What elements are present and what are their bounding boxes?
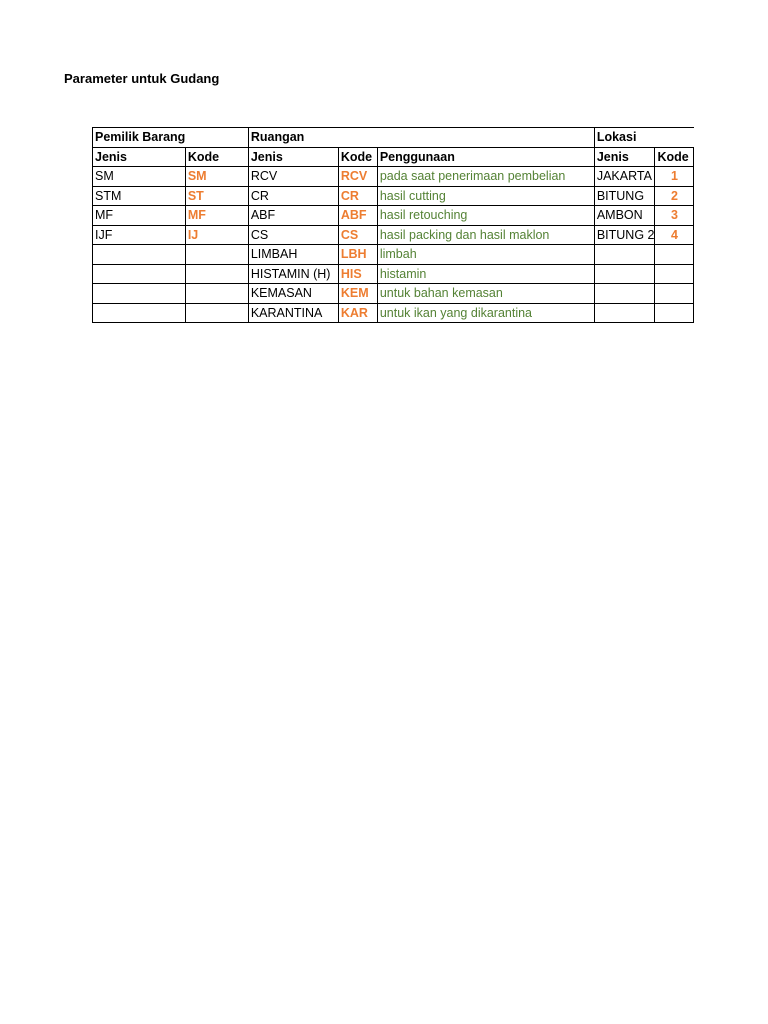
table-row (93, 264, 694, 284)
cell-lokasi-kode: 4 (655, 225, 694, 245)
cell-lokasi-jenis (594, 303, 655, 323)
cell-pemilik-kode: MF (185, 206, 248, 226)
cell-lokasi-kode: 1 (655, 167, 694, 187)
cell-lokasi-jenis: BITUNG (594, 186, 655, 206)
cell-lokasi-kode (655, 245, 694, 265)
cell-lokasi-jenis (594, 284, 655, 304)
header-penggunaan: Penggunaan (377, 147, 594, 167)
cell-pemilik-kode (185, 303, 248, 323)
cell-ruangan-kode: RCV (338, 167, 377, 187)
table-row (93, 303, 694, 323)
cell-ruangan-jenis: KEMASAN (248, 284, 338, 304)
cell-pemilik-jenis (93, 245, 186, 265)
cell-ruangan-kode: ABF (338, 206, 377, 226)
table-row (93, 225, 694, 245)
table-row (93, 186, 694, 206)
cell-penggunaan: hasil cutting (377, 186, 594, 206)
group-lokasi: Lokasi (594, 128, 655, 148)
group-ruangan-span (338, 128, 377, 148)
cell-pemilik-kode: IJ (185, 225, 248, 245)
cell-ruangan-jenis: CR (248, 186, 338, 206)
cell-lokasi-kode (655, 303, 694, 323)
cell-penggunaan: histamin (377, 264, 594, 284)
cell-pemilik-jenis (93, 264, 186, 284)
cell-ruangan-jenis: KARANTINA (248, 303, 338, 323)
cell-lokasi-jenis: AMBON (594, 206, 655, 226)
table-row (93, 245, 694, 265)
cell-ruangan-kode: CR (338, 186, 377, 206)
cell-pemilik-kode: SM (185, 167, 248, 187)
group-lokasi-span (655, 128, 694, 148)
cell-lokasi-jenis: JAKARTA (594, 167, 655, 187)
table-row (93, 206, 694, 226)
cell-penggunaan: hasil packing dan hasil maklon (377, 225, 594, 245)
cell-lokasi-jenis (594, 245, 655, 265)
cell-pemilik-kode (185, 284, 248, 304)
cell-lokasi-kode: 2 (655, 186, 694, 206)
column-header-row (93, 147, 694, 167)
cell-lokasi-kode (655, 284, 694, 304)
cell-ruangan-kode: HIS (338, 264, 377, 284)
cell-pemilik-jenis (93, 303, 186, 323)
cell-ruangan-kode: LBH (338, 245, 377, 265)
parameter-table (92, 127, 694, 323)
cell-penggunaan: untuk bahan kemasan (377, 284, 594, 304)
group-pemilik-barang-span (185, 128, 248, 148)
group-ruangan: Ruangan (248, 128, 338, 148)
cell-lokasi-kode: 3 (655, 206, 694, 226)
cell-ruangan-kode: KAR (338, 303, 377, 323)
group-header-row (93, 128, 694, 148)
cell-pemilik-jenis: SM (93, 167, 186, 187)
cell-penggunaan: limbah (377, 245, 594, 265)
cell-ruangan-jenis: RCV (248, 167, 338, 187)
header-lokasi-jenis: Jenis (594, 147, 655, 167)
cell-pemilik-jenis (93, 284, 186, 304)
header-pemilik-jenis: Jenis (93, 147, 186, 167)
cell-penggunaan: hasil retouching (377, 206, 594, 226)
header-pemilik-kode: Kode (185, 147, 248, 167)
cell-ruangan-jenis: ABF (248, 206, 338, 226)
cell-ruangan-jenis: LIMBAH (248, 245, 338, 265)
cell-pemilik-kode: ST (185, 186, 248, 206)
cell-ruangan-kode: CS (338, 225, 377, 245)
cell-lokasi-jenis: BITUNG 2 (594, 225, 655, 245)
cell-ruangan-jenis: CS (248, 225, 338, 245)
table-row (93, 167, 694, 187)
cell-pemilik-jenis: IJF (93, 225, 186, 245)
cell-pemilik-kode (185, 264, 248, 284)
cell-penggunaan: untuk ikan yang dikarantina (377, 303, 594, 323)
group-pemilik-barang: Pemilik Barang (93, 128, 186, 148)
cell-ruangan-kode: KEM (338, 284, 377, 304)
cell-ruangan-jenis: HISTAMIN (H) (248, 264, 338, 284)
cell-pemilik-jenis: MF (93, 206, 186, 226)
cell-pemilik-kode (185, 245, 248, 265)
cell-pemilik-jenis: STM (93, 186, 186, 206)
header-ruangan-kode: Kode (338, 147, 377, 167)
page-title: Parameter untuk Gudang (64, 71, 220, 86)
cell-lokasi-jenis (594, 264, 655, 284)
group-ruangan-span-end (377, 128, 594, 148)
cell-lokasi-kode (655, 264, 694, 284)
header-lokasi-kode: Kode (655, 147, 694, 167)
table-row (93, 284, 694, 304)
header-ruangan-jenis: Jenis (248, 147, 338, 167)
cell-penggunaan: pada saat penerimaan pembelian (377, 167, 594, 187)
